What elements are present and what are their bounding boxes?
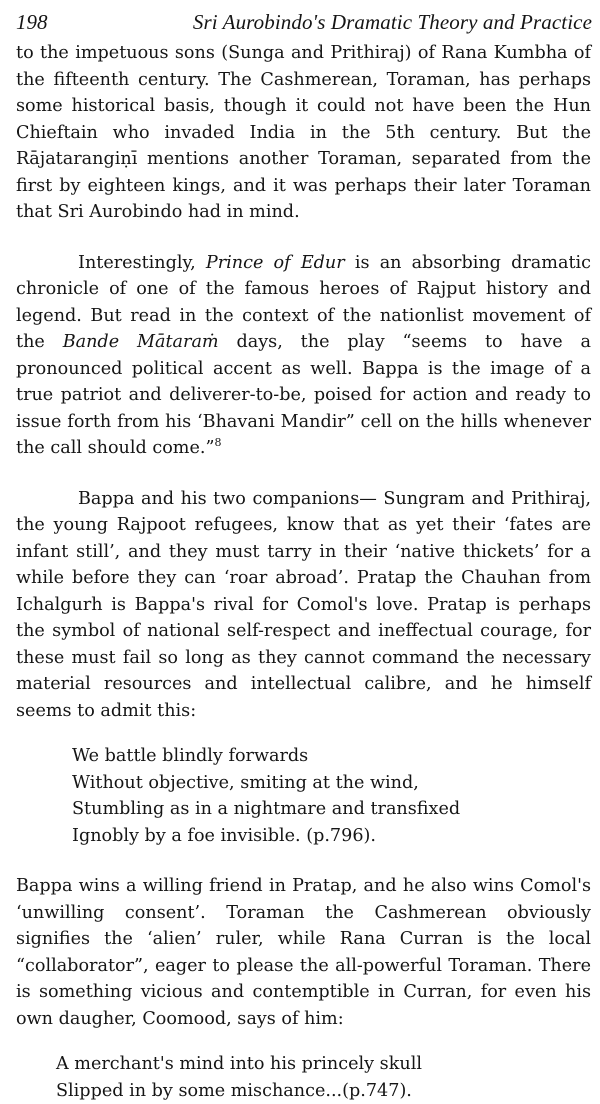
paragraph-2 [16,250,591,462]
verse-line: Ignobly by a foe invisible. (p.796). [72,823,591,850]
verse-line: A merchant's mind into his princely skull [56,1051,591,1078]
verse-quote-2 [56,1051,591,1104]
title-prince-of-edur: Prince of Edur [206,253,345,273]
running-head: Sri Aurobindo's Dramatic Theory and Practice [193,10,592,35]
verse-line: Stumbling as in a nightmare and transfixed [72,796,591,823]
footnote-marker: 8 [215,436,222,449]
paragraph-3: Bappa and his two companions— Sungram and Prithiraj, the young Rajpoot refugees, know that as yet their ‘fates are infant still’, and they must tarry in their ‘native thickets’ for a while before they can ‘roar abroad’. Pratap the Chauhan from Ichalgurh is Bappa's rival for Comol's love. Pratap is perhaps the symbol of national self-respect and ineffectual courage, for these must fail so long as they cannot command the necessary material resources and intellectual calibre, and he himself seems to admit this: [16,486,591,725]
body-text [16,40,591,1104]
paragraph-1: to the impetuous sons (Sunga and Prithiraj) of Rana Kumbha of the fifteenth century. The Cashmerean, Toraman, has perhaps some historical basis, though it could not have been the Hun Chieftain who invaded India in the 5th century. But the Rājatarangiṇī mentions another Toraman, separated from the first by eighteen kings, and it was perhaps their later Toraman that Sri Aurobindo had in mind. [16,40,591,226]
page-number: 198 [16,10,48,35]
paragraph-2-text-3: days, the play “seems to have a pronounced political accent as well. Bappa is the image of a true patriot and deliverer-to-be, poised for action and ready to issue forth from his ‘Bhavani Mandir” cell on the hills whenever the call should come.” [16,332,591,458]
verse-line: Without objective, smiting at the wind, [72,770,591,797]
verse-quote-1 [72,743,591,849]
verse-line: Slipped in by some mischance...(p.747). [56,1078,591,1104]
page-header [16,10,592,38]
title-bande-mataram: Bande Mātaraṁ [63,332,219,352]
paragraph-2-text-1: Interestingly, [78,253,206,273]
paragraph-4: Bappa wins a willing friend in Pratap, and he also wins Comol's ‘unwilling consent’. Toraman the Cashmerean obviously signifies the ‘alien’ ruler, while Rana Curran is the local “collaborator”, eager to please the all-powerful Toraman. There is something vicious and contemptible in Curran, for even his own daugher, Coomood, says of him: [16,873,591,1032]
paragraph-2-text-2: is an absorbing dramatic chronicle of one of the famous heroes of Rajput history and legend. But read in the context of the nationlist movement of the [16,253,591,353]
verse-line: We battle blindly forwards [72,743,591,770]
